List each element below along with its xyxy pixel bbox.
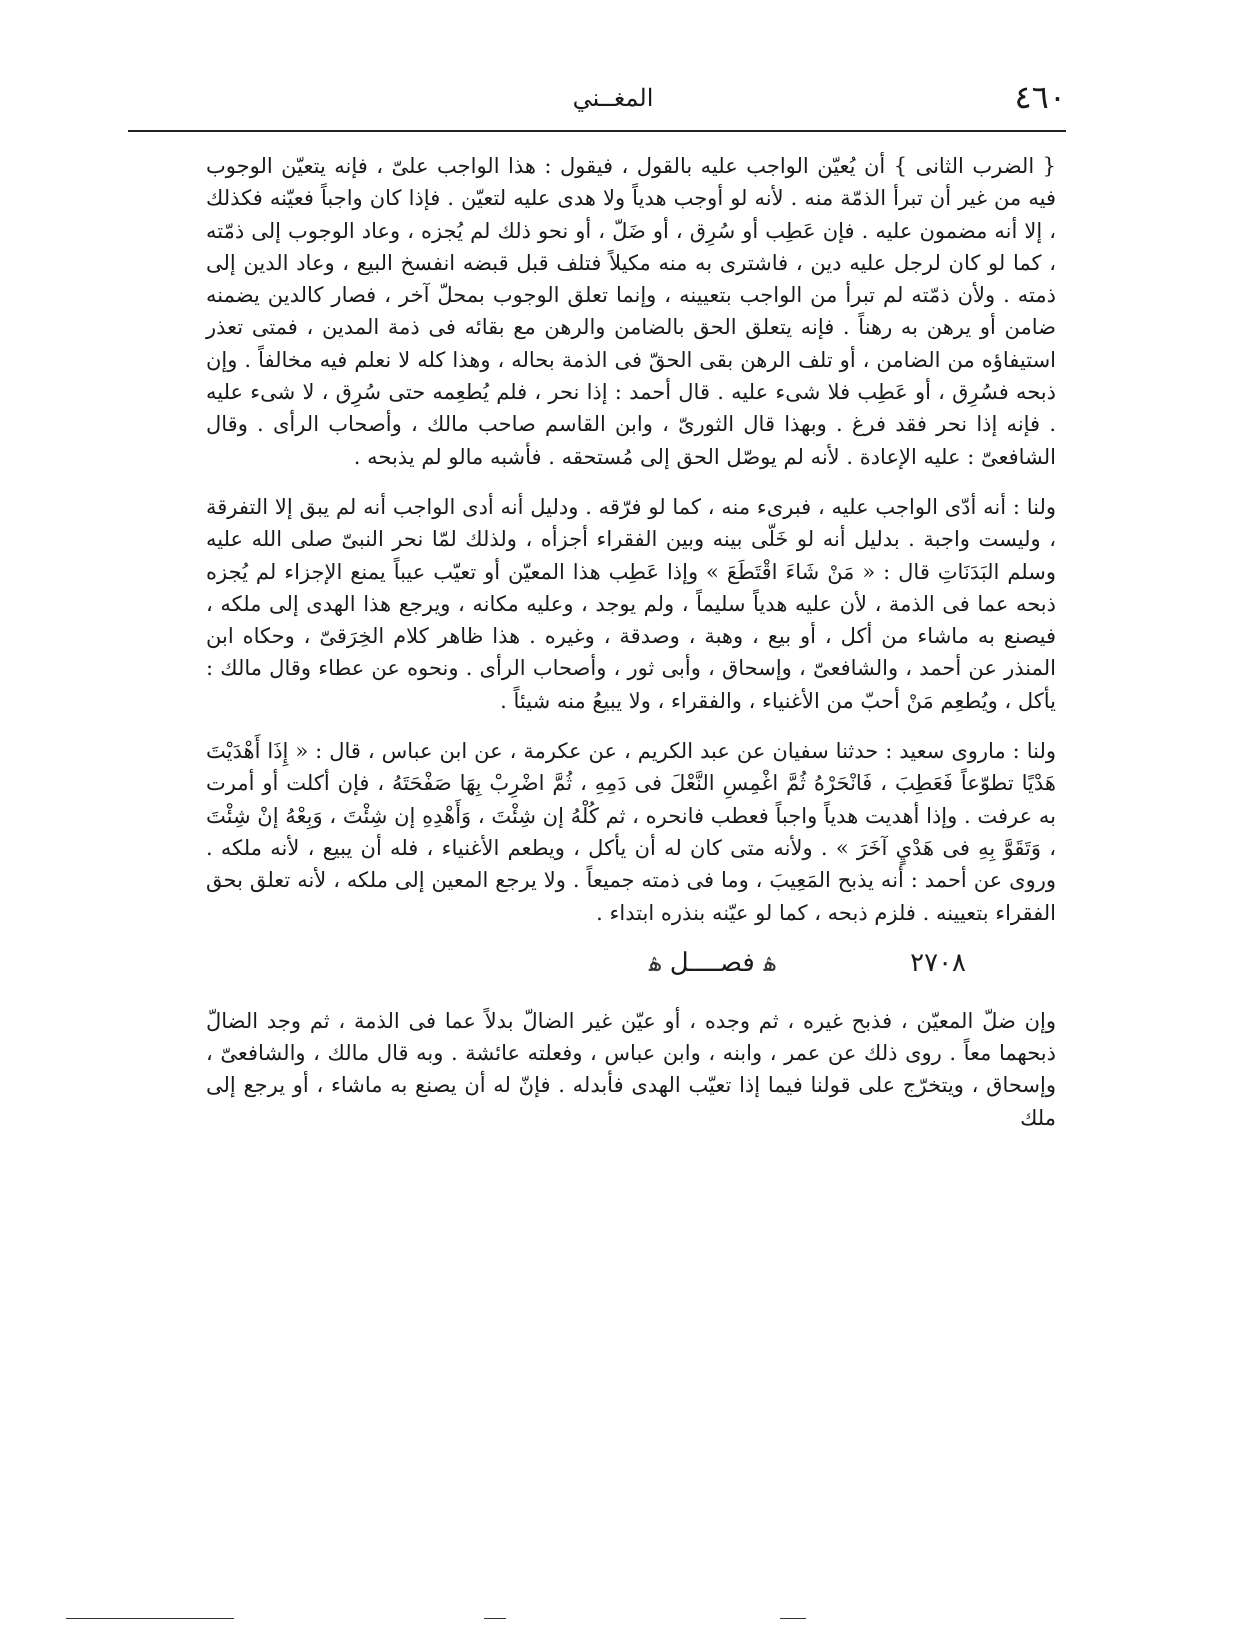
page-number: ٤٦٠ [1014,78,1066,116]
section-title-text: فصــــل [669,947,755,978]
body-text [206,150,1056,1152]
section-title [649,947,776,981]
footer-rule [66,1618,234,1619]
section-heading [206,947,1056,987]
paragraph: { الضرب الثانى } أن يُعيّن الواجب عليه بالقول ، فيقول : هذا الواجب علىّ ، فإنه يتعيّن الوجوب فيه من غير أن تبرأ الذمّة منه . لأنه لو أوجب هدياً ولا هدى عليه لتعيّن . فإذا كان واجباً فعيّنه فكذلك ، إلا أنه مضمون عليه . فإن عَطِب أو سُرِق ، أو ضَلّ ، أو نحو ذلك لم يُجزه ، وعاد الوجوب إلى ذمّته ، كما لو كان لرجل عليه دين ، فاشترى به منه مكيلاً فتلف قبل قبضه انفسخ البيع ، وعاد الدين إلى ذمته . ولأن ذمّته لم تبرأ من الواجب بتعيينه ، وإنما تعلق الوجوب بمحلّ آخر ، فصار كالدين يضمنه ضامن أو يرهن به رهناً . فإنه يتعلق الحق بالضامن والرهن مع بقائه فى ذمة المدين ، فمتى تعذر استيفاؤه من الضامن ، أو تلف الرهن بقى الحقّ فى الذمة بحاله ، وهذا كله لا نعلم فيه مخالفاً . وإن ذبحه فسُرِق ، أو عَطِب فلا شىء عليه . قال أحمد : إذا نحر ، فلم يُطعِمه حتى سُرِق ، لا شىء عليه . فإنه إذا نحر فقد فرغ . وبهذا قال الثورىّ ، وابن القاسم صاحب مالك ، وأصحاب الرأى . وقال الشافعىّ : عليه الإعادة . لأنه لم يوصّل الحق إلى مُستحقه . فأشبه مالو لم يذبحه . [206,154,1056,469]
page-header [160,78,1066,122]
ornament-icon: ۿ [763,951,776,977]
ornament-icon: ۿ [648,951,662,977]
paragraph: ولنا : أنه أدّى الواجب عليه ، فبرىء منه ، كما لو فرّقه . ودليل أنه أدى الواجب أنه لم يبق إلا التفرقة ، وليست واجبة . بدليل أنه لو خَلّى بينه وبين الفقراء أجزأه ، ولذلك لمّا نحر النبىّ صلى الله عليه وسلم البَدَنَاتِ قال : « مَنْ شَاءَ اقْتَطَعَ » وإذا عَطِب هذا المعيّن أو تعيّب عيباً يمنع الإجزاء لم يُجزه ذبحه عما فى الذمة ، لأن عليه هدياً سليماً ، ولم يوجد ، وعليه مكانه ، ويرجع هذا الهدى إلى ملكه ، فيصنع به ماشاء من أكل ، أو بيع ، وهبة ، وصدقة ، وغيره . هذا ظاهر كلام الخِرَقىّ ، وحكاه ابن المنذر عن أحمد ، والشافعىّ ، وإسحاق ، وأبى ثور ، وأصحاب الرأى . ونحوه عن عطاء وقال مالك : يأكل ، ويُطعِم مَنْ أحبّ من الأغنياء ، والفقراء ، ولا يبيعُ منه شيئاً . [206,494,1056,713]
paragraph: ولنا : ماروى سعيد : حدثنا سفيان عن عبد الكريم ، عن عكرمة ، عن ابن عباس ، قال : « إِذَا أَهْدَيْتَ هَدْيًا تطوّعاً فَعَطِبَ ، فَانْحَرْهُ ثُمَّ اغْمِسِ النَّعْلَ فى دَمِهِ ، ثُمَّ اضْرِبْ بِهَا صَفْحَتَهُ ، فإن أكلت أو أمرت به عرفت . وإذا أهديت هدياً واجباً فعطب فانحره ، ثم كُلْهُ إن شِئْتَ ، وَأَهْدِهِ إن شِئْتَ ، وَبِعْهُ إنْ شِئْتَ ، وَتَقَوَّ بِهِ فى هَدْيٍ آخَرَ » . ولأنه متى كان له أن يأكل ، ويطعم الأغنياء ، فله أن يبيع ، لأنه ملكه . وروى عن أحمد : أنه يذبح المَعِيبَ ، وما فى ذمته جميعاً . ولا يرجع المعين إلى ملكه ، لأنه تعلق بحق الفقراء بتعيينه . فلزم ذبحه ، كما لو عيّنه بنذره ابتداء . [206,739,1056,925]
footer-mark [780,1618,806,1619]
header-rule [128,130,1066,132]
running-title: المغــني [572,84,654,112]
section-number: ٢٧٠٨ [910,947,966,978]
footer-mark [484,1618,506,1619]
paragraph: وإن ضلّ المعيّن ، فذبح غيره ، ثم وجده ، أو عيّن غير الضالّ بدلاً عما فى الذمة ، ثم وجد الضالّ ذبحهما معاً . روى ذلك عن عمر ، وابنه ، وابن عباس ، وفعلته عائشة . وبه قال مالك ، والشافعىّ ، وإسحاق ، ويتخرّج على قولنا فيما إذا تعيّب الهدى فأبدله . فإنّ له أن يصنع به ماشاء ، أو يرجع إلى ملك [206,1008,1056,1130]
